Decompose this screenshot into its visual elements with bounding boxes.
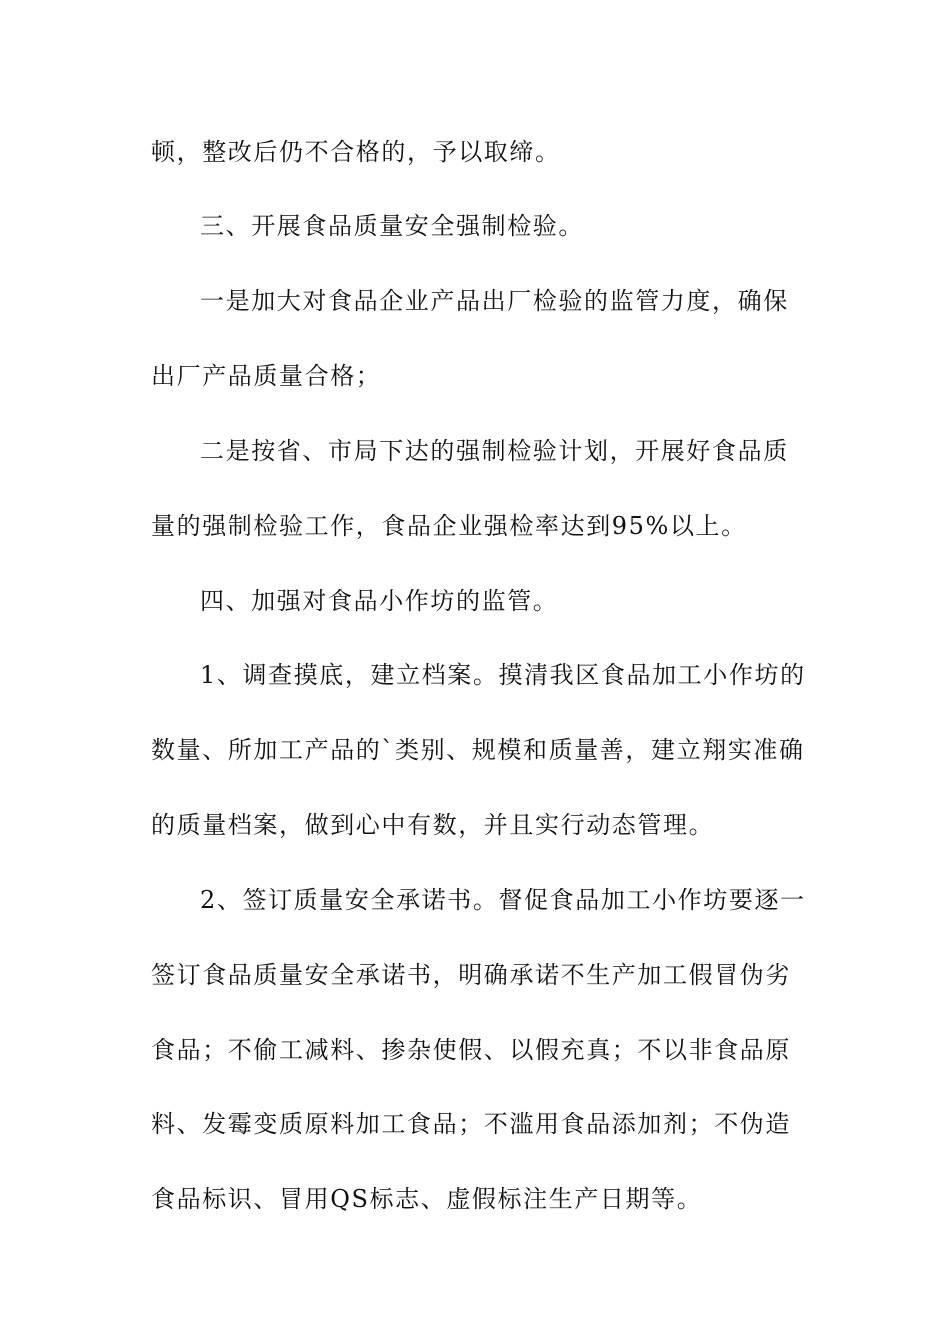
section-heading: 三、开展食品质量安全强制检验。 [200, 212, 584, 240]
text-line: 顿，整改后仍不合格的，予以取缔。 [151, 138, 561, 166]
text-line: 料、发霉变质原料加工食品；不滥用食品添加剂；不伪造 [151, 1110, 791, 1138]
section-heading: 四、加强对食品小作坊的监管。 [200, 587, 559, 615]
text-line: 2、签订质量安全承诺书。督促食品加工小作坊要逐一 [200, 886, 806, 914]
text-line: 的质量档案，做到心中有数，并且实行动态管理。 [151, 811, 715, 839]
text-line: 1、调查摸底，建立档案。摸清我区食品加工小作坊的 [200, 661, 806, 689]
text-line: 数量、所加工产品的`类别、规模和质量善，建立翔实准确 [151, 736, 805, 764]
text-line: 食品；不偷工减料、掺杂使假、以假充真；不以非食品原 [151, 1036, 791, 1064]
text-line: 量的强制检验工作，食品企业强检率达到95%以上。 [151, 512, 747, 540]
text-line: 签订食品质量安全承诺书，明确承诺不生产加工假冒伪劣 [151, 961, 791, 989]
text-line: 二是按省、市局下达的强制检验计划，开展好食品质 [200, 437, 789, 465]
text-line: 一是加大对食品企业产品出厂检验的监管力度，确保 [200, 287, 789, 315]
text-line: 食品标识、冒用QS标志、虚假标注生产日期等。 [151, 1185, 703, 1213]
text-line: 出厂产品质量合格； [151, 362, 382, 390]
